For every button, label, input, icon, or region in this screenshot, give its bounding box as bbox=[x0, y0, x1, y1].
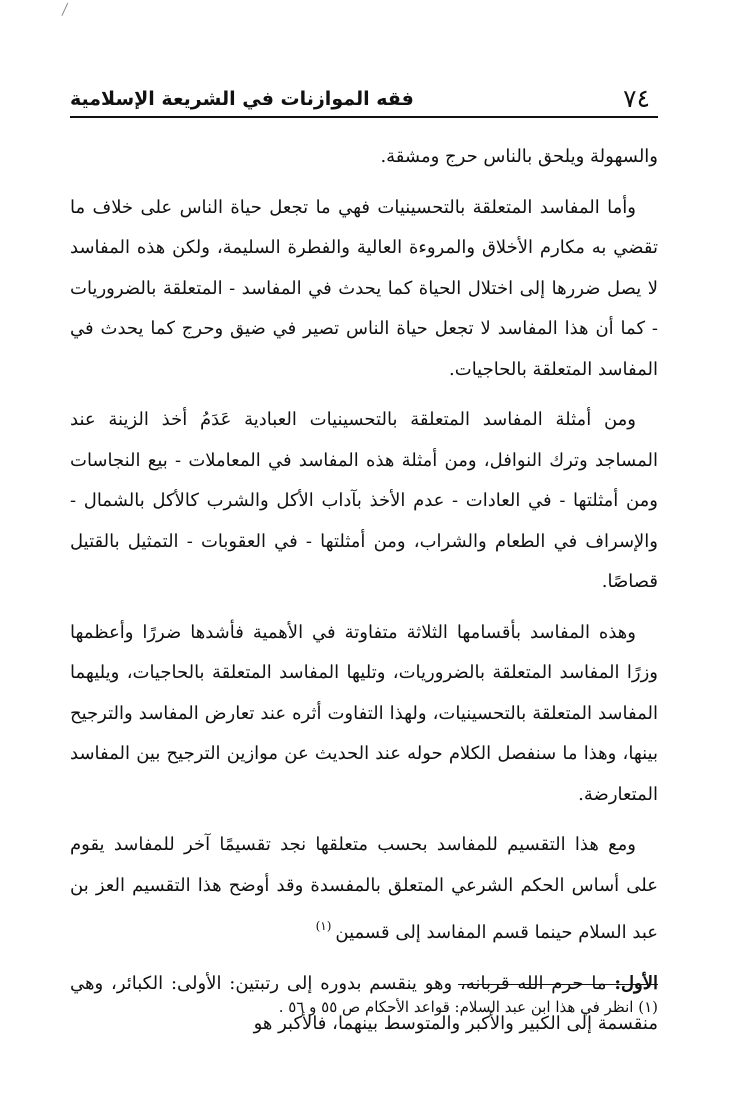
paragraph-6-lead: الأول: bbox=[614, 972, 658, 994]
running-title: فقه الموازنات في الشريعة الإسلامية bbox=[70, 88, 414, 110]
footnote: (١) انظر في هذا ابن عبد السلام: قواعد الأحكام ص ٥٥ و ٥٦ . bbox=[278, 998, 658, 1016]
paragraph-1: والسهولة ويلحق بالناس حرج ومشقة. bbox=[380, 146, 658, 167]
paragraph-2: وأما المفاسد المتعلقة بالتحسينيات فهي ما تجعل حياة الناس على خلاف ما تقضي به مكارم الأخلاق والمروءة العالية والفطرة السليمة، ولكن هذه المفاسد لا يصل ضررها إلى اختلال الحياة كما يحدث في المفاسد - المتعلقة بالضروريات - كما أن هذا المفاسد لا تجعل حياة الناس تصير في ضيق وحرج كما يحدث في المفاسد المتعلقة بالحاجيات. bbox=[70, 196, 658, 380]
footnote-reference: (١) bbox=[315, 919, 332, 933]
paragraph-6-text: ما حرم الله قربانه، وهو ينقسم بدوره إلى رتبتين: الأولى: الكبائر، وهي منقسمة إلى الكبير والأكبر والمتوسط بينهما، فالأكبر هو bbox=[70, 972, 658, 1034]
paragraph-4: وهذه المفاسد بأقسامها الثلاثة متفاوتة في الأهمية فأشدها ضررًا وأعظمها وزرًا المفاسد المتعلقة بالضروريات، وتليها المفاسد المتعلقة بالحاجيات، ويليهما المفاسد المتعلقة بالتحسينيات، ولهذا التفاوت أثره عند تعارض المفاسد والترجيح بينها، وهذا ما سنفصل الكلام حوله عند الحديث عن موازين الترجيح بين المفاسد المتعارضة. bbox=[70, 621, 658, 805]
paragraph-5-text: ومع هذا التقسيم للمفاسد بحسب متعلقها نجد تقسيمًا آخر للمفاسد يقوم على أساس الحكم الشرعي المتعلق بالمفسدة وقد أوضح هذا التقسيم العز بن عبد السلام حينما قسم المفاسد إلى قسمين bbox=[70, 834, 658, 943]
page-header bbox=[70, 82, 658, 118]
paragraph-5 bbox=[70, 825, 658, 954]
body-text bbox=[70, 137, 658, 1045]
footnote-divider bbox=[458, 984, 658, 985]
page-number: ٧٤ bbox=[623, 84, 650, 113]
corner-pencil-mark bbox=[61, 3, 75, 19]
paragraph-3: ومن أمثلة المفاسد المتعلقة بالتحسينيات العبادية عَدَمُ أخذ الزينة عند المساجد وترك النوافل، ومن أمثلة هذه المفاسد في المعاملات - بيع النجاسات ومن أمثلتها - في العادات - عدم الأخذ بآداب الأكل والشرب كالأكل بالشمال - والإسراف في الطعام والشراب، ومن أمثلتها - في العقوبات - التمثيل بالقتيل قصاصًا. bbox=[70, 409, 658, 592]
